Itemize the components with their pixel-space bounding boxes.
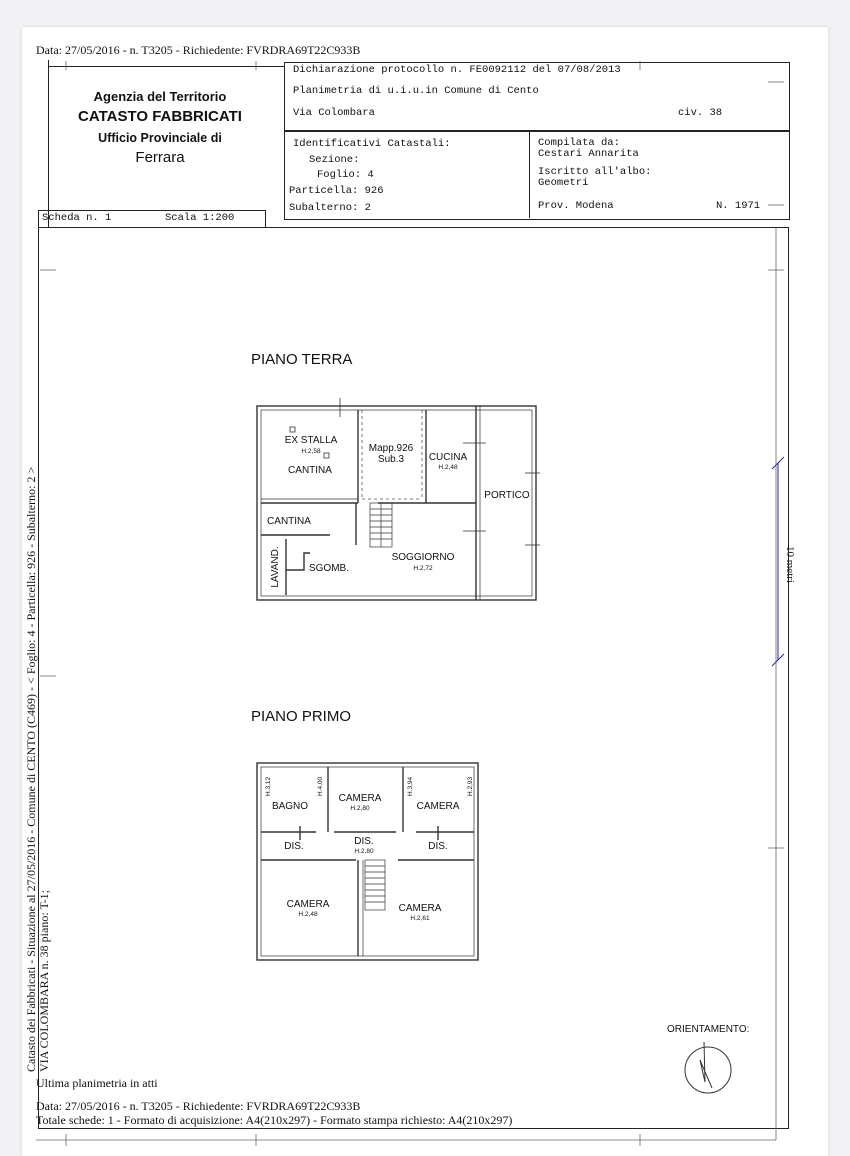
compiled-by-label: Compilata da: xyxy=(538,137,620,149)
height-label: H.3,12 xyxy=(265,776,272,796)
height-label: H.3,94 xyxy=(407,776,414,796)
scheda-number: Scheda n. 1 xyxy=(42,212,112,224)
agency-name: Agenzia del Territorio xyxy=(93,89,227,104)
room-camera-4-height: H.2,61 xyxy=(410,915,430,922)
registered-value: Geometri xyxy=(538,177,589,189)
room-ex-stalla-height: H.2,58 xyxy=(301,448,321,455)
compiled-by-name: Cestari Annarita xyxy=(538,148,639,160)
room-dis-3: DIS. xyxy=(428,841,448,852)
province-name: Ferrara xyxy=(135,149,185,166)
room-portico: PORTICO xyxy=(484,490,530,501)
side-text-line2: VIA COLOMBARA n. 38 piano: T-1; xyxy=(37,889,51,1072)
side-text-line1: Catasto dei Fabbricati - Situazione al 27/05/2016 - Comune di CENTO (C469) - < Foglio: 4 - Particella: 926 - Subalterno: 2 > xyxy=(24,466,38,1072)
declaration-protocol: Dichiarazione protocollo n. FE0092112 del 07/08/2013 xyxy=(293,64,621,76)
scheda-scale: Scala 1:200 xyxy=(165,212,235,224)
room-sgomb: SGOMB. xyxy=(308,563,350,574)
room-ex-stalla: EX STALLA xyxy=(284,435,338,446)
ground-floor-title: PIANO TERRA xyxy=(251,351,353,368)
room-cantina-lower: CANTINA xyxy=(267,516,311,527)
declaration-street: Via Colombara xyxy=(293,107,375,119)
ufficio-label: Ufficio Provinciale di xyxy=(98,131,222,145)
side-vertical-text xyxy=(25,467,51,1072)
declaration-planimetry: Planimetria di u.i.u.in Comune di Cento xyxy=(293,85,539,97)
footer-request-line: Data: 27/05/2016 - n. T3205 - Richiedente: FVRDRA69T22C933B xyxy=(36,1099,361,1113)
height-label: H.4,00 xyxy=(317,776,324,796)
room-camera-3: CAMERA xyxy=(286,899,330,910)
compiler-number: N. 1971 xyxy=(716,200,761,212)
compiler-province: Prov. Modena xyxy=(538,200,614,212)
registered-label: Iscritto all'albo: xyxy=(538,166,652,178)
identifiers-heading: Identificativi Catastali: xyxy=(293,138,451,150)
room-mapp-926: Mapp.926 xyxy=(368,443,414,454)
declaration-civic: civ. 38 xyxy=(678,107,723,119)
header-request-line: Data: 27/05/2016 - n. T3205 - Richiedente: FVRDRA69T22C933B xyxy=(36,43,361,57)
subalterno-value: Subalterno: 2 xyxy=(289,202,371,214)
first-floor-title: PIANO PRIMO xyxy=(251,708,352,725)
room-camera-4: CAMERA xyxy=(398,903,442,914)
particella-value: Particella: 926 xyxy=(289,185,384,197)
room-sub-3: Sub.3 xyxy=(377,454,405,465)
footer-totals: Totale schede: 1 - Formato di acquisizione: A4(210x297) - Formato stampa richiesto: A4(210x297) xyxy=(36,1113,513,1127)
room-cucina-height: H.2,48 xyxy=(438,464,458,471)
room-dis-2: DIS. xyxy=(354,836,374,847)
catasto-title: CATASTO FABBRICATI xyxy=(78,108,242,125)
foglio-value: Foglio: 4 xyxy=(317,169,374,181)
room-camera-3-height: H.2,48 xyxy=(298,911,318,918)
height-label: H.2,93 xyxy=(467,776,474,796)
room-soggiorno: SOGGIORNO xyxy=(391,552,455,563)
room-camera-1-height: H.2,80 xyxy=(350,805,370,812)
room-camera-1: CAMERA xyxy=(338,793,382,804)
scale-bar-label: 10 metri xyxy=(784,546,796,583)
north-arrow-icon xyxy=(682,1038,736,1096)
room-cucina: CUCINA xyxy=(428,452,468,463)
room-dis-2-height: H.2,80 xyxy=(354,848,374,855)
sezione-label: Sezione: xyxy=(309,154,360,166)
room-camera-2: CAMERA xyxy=(416,801,460,812)
room-lavand: LAVAND. xyxy=(270,546,281,588)
last-plan-note: Ultima planimetria in atti xyxy=(36,1076,158,1090)
room-cantina-upper: CANTINA xyxy=(288,465,332,476)
room-bagno: BAGNO xyxy=(271,801,309,812)
first-floor-plan xyxy=(250,756,490,966)
orientation-label: ORIENTAMENTO: xyxy=(667,1024,750,1035)
room-soggiorno-height: H.2,72 xyxy=(413,565,433,572)
ground-floor-plan xyxy=(250,395,550,610)
room-dis-1: DIS. xyxy=(284,841,304,852)
